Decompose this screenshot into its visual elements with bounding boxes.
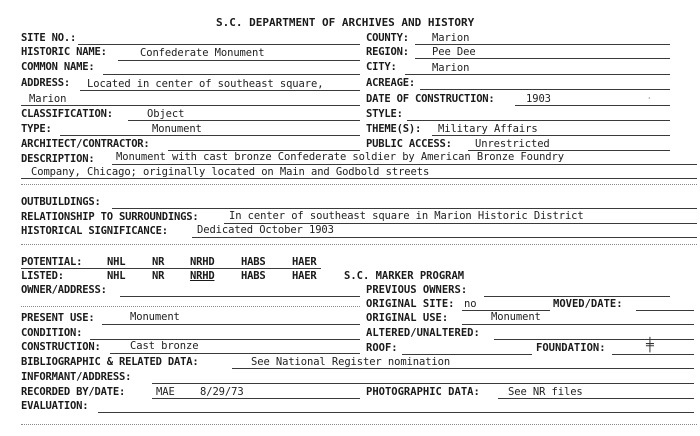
relationship-value: In center of southeast square in Marion Historic District [229,210,584,222]
city-label: CITY: [366,61,397,73]
recorded-date-value: 8/29/73 [200,386,244,398]
original-use-underline [462,324,694,325]
outbuildings-label: OUTBUILDINGS: [21,196,101,208]
acreage-label: ACREAGE: [366,77,415,89]
informant-label: INFORMANT/ADDRESS: [21,371,132,383]
date-of-construction-label: DATE OF CONSTRUCTION: [366,93,495,105]
listed-label: LISTED: [21,270,64,282]
evaluation-label: EVALUATION: [21,400,89,412]
outbuildings-underline [112,208,697,209]
classification-underline [128,120,360,121]
construction-label: CONSTRUCTION: [21,341,101,353]
potential-nr: NR [152,256,165,268]
public-access-label: PUBLIC ACCESS: [366,138,452,150]
potential-nhl: NHL [107,256,126,268]
historic-name-label: HISTORIC NAME: [21,46,107,58]
address-line2: Marion [29,93,67,105]
construction-underline [110,353,360,354]
form-title: S.C. DEPARTMENT OF ARCHIVES AND HISTORY [216,16,475,29]
architect-label: ARCHITECT/CONTRACTOR: [21,138,150,150]
acreage-underline [420,89,670,90]
bibliographic-label: BIBLIOGRAPHIC & RELATED DATA: [21,356,199,368]
listed-haer: HAER [292,270,317,282]
altered-label: ALTERED/UNALTERED: [366,327,480,339]
present-use-label: PRESENT USE: [21,312,95,324]
photographic-label: PHOTOGRAPHIC DATA: [366,386,480,398]
city-underline [405,74,670,75]
moved-date-label: MOVED/DATE: [553,298,623,310]
description-underline-2 [21,178,697,179]
historic-name-underline [118,60,360,61]
recorded-by-value: MAE [156,386,175,398]
type-value: Monument [152,123,202,135]
themes-value: Military Affairs [438,123,538,135]
common-name-underline [103,74,360,75]
description-line2: Company, Chicago; originally located on Main and Godbold streets [31,166,430,178]
photographic-underline [498,398,694,399]
significance-extra-line [21,244,697,245]
original-use-value: Monument [491,311,541,323]
roof-underline [402,354,532,355]
owner-address-underline [120,296,360,297]
listed-nrhd-selected: NRHD [190,270,215,282]
address-label: ADDRESS: [21,77,70,89]
bibliographic-underline [232,368,694,369]
description-underline-1 [112,164,697,165]
historical-significance-underline [192,237,697,238]
potential-habs: HABS [241,256,266,268]
county-underline [415,44,670,45]
type-underline [60,135,360,136]
dagger-mark-icon: ╪ [646,338,654,353]
bibliographic-value: See National Register nomination [251,356,451,368]
style-underline [407,120,670,121]
recorded-by-underline [152,398,360,399]
foundation-underline [612,354,694,355]
description-extra-line [21,184,697,185]
roof-label: ROOF: [366,342,398,354]
themes-underline [432,135,670,136]
description-label: DESCRIPTION: [21,153,95,165]
date-of-construction-value: 1903 [526,93,551,105]
altered-underline [494,339,694,340]
informant-underline [152,383,694,384]
construction-value: Cast bronze [130,340,199,352]
city-value: Marion [432,62,470,74]
evaluation-extra-line [21,424,697,425]
historic-name-value: Confederate Monument [140,47,265,59]
description-line1: Monument with cast bronze Confederate soldier by American Bronze Foundry [116,151,564,163]
classification-value: Object [147,108,185,120]
county-label: COUNTY: [366,32,409,44]
original-site-label: ORIGINAL SITE: [366,298,455,310]
potential-nrhd: NRHD [190,256,215,268]
common-name-label: COMMON NAME: [21,61,95,73]
themes-label: THEME(S): [366,123,422,135]
previous-owners-label: PREVIOUS OWNERS: [366,284,468,296]
owner-extra-line [21,306,360,307]
listed-habs: HABS [241,270,266,282]
potential-underline [21,268,321,269]
moved-date-underline [636,310,694,311]
region-label: REGION: [366,46,409,58]
date-of-construction-underline [515,105,670,106]
evaluation-underline [98,412,694,413]
present-use-underline [102,324,360,325]
marker-program-label: S.C. MARKER PROGRAM [344,270,465,282]
scan-speck: · [648,94,651,103]
historical-significance-label: HISTORICAL SIGNIFICANCE: [21,225,168,237]
potential-label: POTENTIAL: [21,256,83,268]
owner-address-label: OWNER/ADDRESS: [21,284,107,296]
classification-label: CLASSIFICATION: [21,108,113,120]
address-line2-underline [21,105,360,106]
listed-nr: NR [152,270,165,282]
photographic-value: See NR files [508,386,583,398]
region-underline [415,58,670,59]
historical-significance-value: Dedicated October 1903 [197,224,334,236]
address-underline [80,90,360,91]
type-label: TYPE: [21,123,52,135]
relationship-label: RELATIONSHIP TO SURROUNDINGS: [21,211,199,223]
potential-haer: HAER [292,256,317,268]
foundation-label: FOUNDATION: [536,342,606,354]
recorded-by-label: RECORDED BY/DATE: [21,386,126,398]
present-use-value: Monument [130,311,180,323]
style-label: STYLE: [366,108,403,120]
previous-owners-underline [484,296,670,297]
county-value: Marion [432,32,470,44]
listed-nhl: NHL [107,270,126,282]
site-no-underline [78,44,360,45]
site-no-label: SITE NO.: [21,32,77,44]
original-use-label: ORIGINAL USE: [366,312,449,324]
original-site-value: no [464,298,477,310]
condition-label: CONDITION: [21,327,83,339]
public-access-value: Unrestricted [475,138,550,150]
address-line1: Located in center of southeast square, [87,78,324,90]
region-value: Pee Dee [432,46,476,58]
